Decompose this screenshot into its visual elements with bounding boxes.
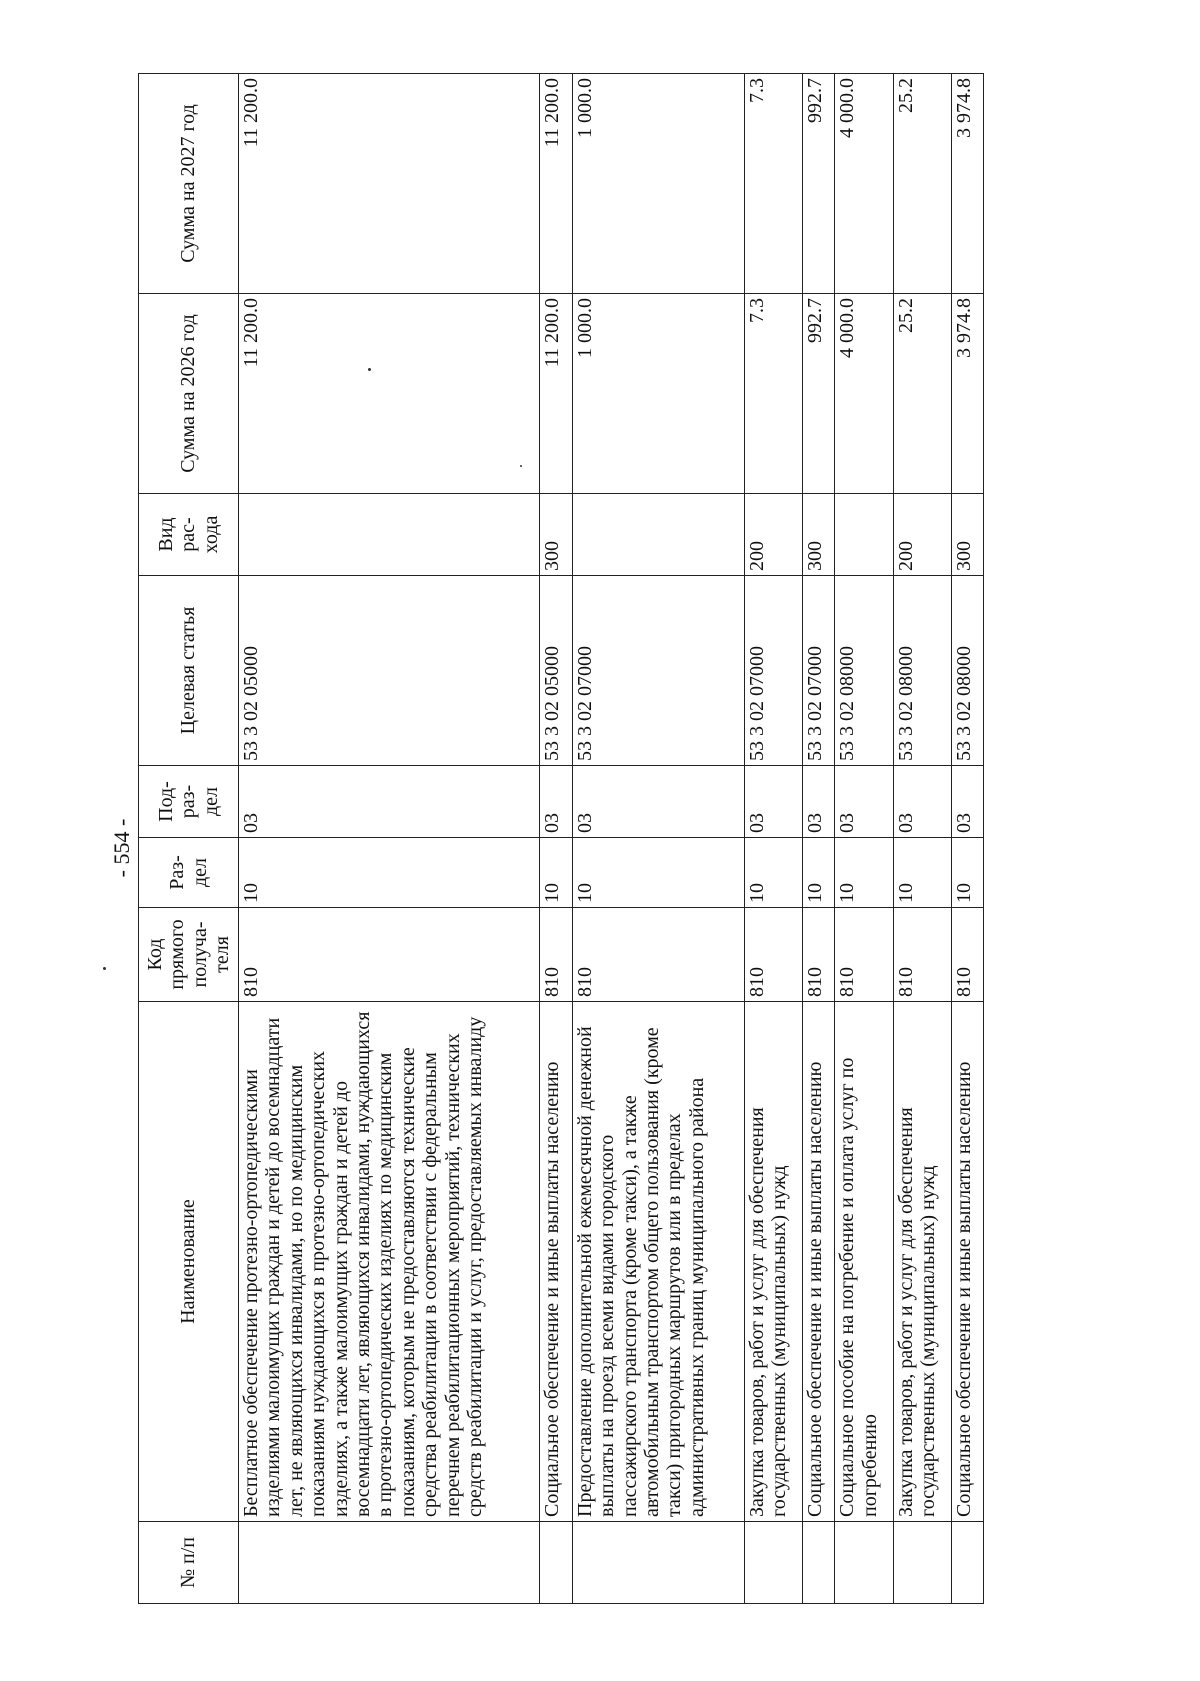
cell-razdel: 10: [540, 838, 572, 908]
header-razdel: Раз- дел: [139, 838, 239, 908]
budget-table-wrapper: [138, 74, 984, 1604]
cell-sum2026: 11 200.0: [239, 294, 540, 494]
cell-code: 810: [893, 908, 951, 1002]
cell-vid: 200: [744, 494, 802, 576]
cell-razdel: 10: [744, 838, 802, 908]
cell-sum2027: 1 000.0: [572, 74, 744, 294]
cell-podrazdel: 03: [951, 766, 983, 838]
cell-num: [835, 1522, 893, 1604]
cell-podrazdel: 03: [572, 766, 744, 838]
cell-celevaya: 53 3 02 08000: [951, 576, 983, 766]
cell-name: Социальное обеспечение и иные выплаты населению: [951, 1002, 983, 1522]
cell-code: 810: [951, 908, 983, 1002]
cell-sum2027: 25.2: [893, 74, 951, 294]
cell-razdel: 10: [239, 838, 540, 908]
scan-speck: [520, 465, 522, 467]
cell-vid: 200: [893, 494, 951, 576]
cell-podrazdel: 03: [540, 766, 572, 838]
scan-speck: [103, 967, 106, 970]
cell-name: Предоставление дополнительной ежемесячной денежной выплаты на проезд всеми видами городского пассажирского транспорта (кроме такси), а также автомобильным транспортом общего пользования (кроме такси) пригородных маршрутов или в пределах административных границ муниципального района: [572, 1002, 744, 1522]
cell-num: [951, 1522, 983, 1604]
header-podrazdel: Под- раз- дел: [139, 766, 239, 838]
budget-table: [138, 73, 984, 1604]
cell-sum2027: 7.3: [744, 74, 802, 294]
cell-num: [540, 1522, 572, 1604]
header-celevaya: Целевая статья: [139, 576, 239, 766]
cell-sum2026: 25.2: [893, 294, 951, 494]
cell-razdel: 10: [893, 838, 951, 908]
cell-celevaya: 53 3 02 07000: [803, 576, 835, 766]
header-vid: Вид рас- хода: [139, 494, 239, 576]
cell-name: Социальное пособие на погребение и оплата услуг по погребению: [835, 1002, 893, 1522]
cell-celevaya: 53 3 02 07000: [572, 576, 744, 766]
cell-celevaya: 53 3 02 08000: [835, 576, 893, 766]
table-row: [893, 74, 951, 1604]
cell-num: [744, 1522, 802, 1604]
cell-vid: [835, 494, 893, 576]
cell-code: 810: [803, 908, 835, 1002]
cell-name: Бесплатное обеспечение протезно-ортопедическими изделиями малоимущих граждан и детей до восемнадцати лет, не являющихся инвалидами, но по медицинским показаниям нуждающихся в протезно-ортопедических изделиях, а также малоимущих граждан и детей до восемнадцати лет, являющихся инвалидами, нуждающихся в протезно-ортопедических изделиях по медицинским показаниям, которым не предоставляются технические средства реабилитации в соответствии с федеральным перечнем реабилитационных мероприятий, технических средств реабилитации и услуг, предоставляемых инвалиду: [239, 1002, 540, 1522]
cell-podrazdel: 03: [239, 766, 540, 838]
cell-name: Закупка товаров, работ и услуг для обеспечения государственных (муниципальных) нужд: [893, 1002, 951, 1522]
cell-sum2026: 992.7: [803, 294, 835, 494]
cell-podrazdel: 03: [803, 766, 835, 838]
header-sum2026: Сумма на 2026 год: [139, 294, 239, 494]
cell-sum2027: 11 200.0: [540, 74, 572, 294]
table-header-row: [139, 74, 239, 1604]
cell-razdel: 10: [835, 838, 893, 908]
header-num: № п/п: [139, 1522, 239, 1604]
cell-sum2027: 4 000.0: [835, 74, 893, 294]
cell-sum2026: 7.3: [744, 294, 802, 494]
cell-code: 810: [239, 908, 540, 1002]
cell-podrazdel: 03: [744, 766, 802, 838]
cell-vid: 300: [803, 494, 835, 576]
scan-speck: [368, 368, 371, 371]
table-row: [239, 74, 540, 1604]
cell-razdel: 10: [951, 838, 983, 908]
cell-celevaya: 53 3 02 05000: [540, 576, 572, 766]
cell-sum2027: 3 974.8: [951, 74, 983, 294]
table-row: [951, 74, 983, 1604]
cell-celevaya: 53 3 02 08000: [893, 576, 951, 766]
cell-name: Социальное обеспечение и иные выплаты населению: [540, 1002, 572, 1522]
cell-razdel: 10: [803, 838, 835, 908]
cell-sum2026: 4 000.0: [835, 294, 893, 494]
header-sum2027: Сумма на 2027 год: [139, 74, 239, 294]
cell-vid: 300: [951, 494, 983, 576]
cell-sum2027: 11 200.0: [239, 74, 540, 294]
cell-vid: [239, 494, 540, 576]
cell-vid: 300: [540, 494, 572, 576]
cell-celevaya: 53 3 02 05000: [239, 576, 540, 766]
cell-sum2026: 3 974.8: [951, 294, 983, 494]
cell-code: 810: [835, 908, 893, 1002]
cell-num: [803, 1522, 835, 1604]
cell-code: 810: [572, 908, 744, 1002]
cell-sum2026: 1 000.0: [572, 294, 744, 494]
cell-razdel: 10: [572, 838, 744, 908]
table-row: [540, 74, 572, 1604]
table-row: [803, 74, 835, 1604]
cell-code: 810: [744, 908, 802, 1002]
cell-podrazdel: 03: [893, 766, 951, 838]
header-code: Код прямого получа- теля: [139, 908, 239, 1002]
cell-sum2026: 11 200.0: [540, 294, 572, 494]
cell-name: Закупка товаров, работ и услуг для обеспечения государственных (муниципальных) нужд: [744, 1002, 802, 1522]
cell-num: [572, 1522, 744, 1604]
cell-podrazdel: 03: [835, 766, 893, 838]
cell-vid: [572, 494, 744, 576]
cell-num: [893, 1522, 951, 1604]
header-name: Наименование: [139, 1002, 239, 1522]
page-number: - 554 -: [109, 818, 134, 878]
cell-code: 810: [540, 908, 572, 1002]
table-row: [744, 74, 802, 1604]
cell-celevaya: 53 3 02 07000: [744, 576, 802, 766]
cell-num: [239, 1522, 540, 1604]
cell-name: Социальное обеспечение и иные выплаты населению: [803, 1002, 835, 1522]
table-row: [835, 74, 893, 1604]
table-row: [572, 74, 744, 1604]
cell-sum2027: 992.7: [803, 74, 835, 294]
